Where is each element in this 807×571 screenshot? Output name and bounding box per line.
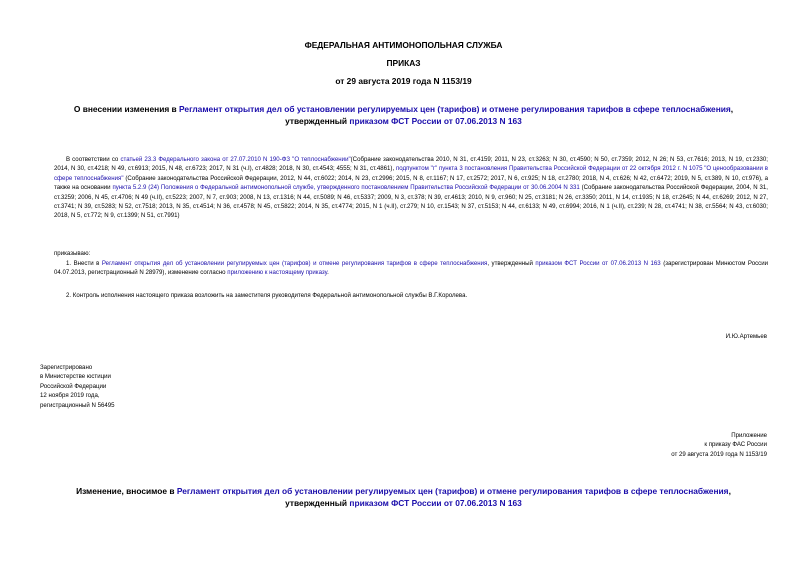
- registration-line: 12 ноября 2019 года,: [40, 392, 100, 400]
- item1-text-3: (зарегистрирован Минюстом России 04.07.2013, регистрационный N 28979), изменение согласно: [54, 260, 768, 277]
- appendix-block: [671, 431, 767, 459]
- item-2-paragraph: 2. Контроль исполнения настоящего приказа возложить на заместителя руководителя Федеральной антимонопольной службы В.Г.Королева.: [66, 292, 468, 299]
- preamble-text-3: (Собрание законодательства Российской Федерации, 2012, N 44, ст.6022; 2014, N 23, ст.2996; 2015, N 8, ст.1167; N 17, ст.2572; 2017, N 6, ст.925; N 18, ст.2780; 2018, N 4, ст.626; N 42, ст.6472; 2019, N 5, ст.389, N 10, ст.976), а также на основании: [54, 174, 768, 192]
- appendix-title: [0, 485, 807, 509]
- title-line2-prefix: утвержденный: [285, 116, 350, 126]
- doc-type: ПРИКАЗ: [386, 58, 421, 68]
- registration-line: Российской Федерации: [40, 382, 107, 390]
- appendix-title-link-order[interactable]: приказом ФСТ России от 07.06.2013 N 163: [349, 498, 522, 508]
- preamble-text-1: В соответствии со: [66, 156, 121, 163]
- registration-line: регистрационный N 56495: [40, 401, 115, 409]
- registration-line: Зарегистрировано: [40, 364, 93, 371]
- appendix-title-line2-prefix: утвержденный: [285, 498, 350, 508]
- preamble-link-decree[interactable]: подпунктом "г" пункта 3 постановления Правительства Российской Федерации от 22 октября 2012 г. N 1075 "О ценообразовании в сфере теплоснабжения": [54, 165, 768, 182]
- doc-date-number: от 29 августа 2019 года N 1153/19: [335, 76, 472, 86]
- order-word: приказываю:: [54, 250, 91, 257]
- preamble-paragraph: [54, 155, 768, 221]
- preamble-text-4: (Собрание законодательства Российской Федерации, 2004, N 31, ст.3259; 2006, N 45, ст.4706; N 49 (ч.II), ст.5223; 2007, N 7, ст.903; 2008, N 13, ст.1316; N 44, ст.5089; N 46, ст.5337; 2009, N 3, ст.378; N 39, ст.4613; 2010, N 9, ст.960; N 25, ст.3181; N 26, ст.3350; 2011, N 14, ст.1935; N 18, ст.2645; N 44, ст.6269; 2012, N 27, ст.3741; N 39, ст.5283; N 52, ст.7518; 2013, N 35, ст.4514; N 36, ст.4578; N 45, ст.5822; 2014, N 35, ст.4774; 2015, N 1 (ч.II), ст.279; N 10, ст.1543; N 37, ст.5153; N 44, ст.6133; N 49, ст.6994; 2016, N 1 (ч.II), ст.239; N 28, ст.4741; N 38, ст.5564; N 43, ст.6030; 2018, N 5, ст.772; N 9, ст.1399; N 51, ст.7991): [54, 184, 768, 220]
- title-link-order[interactable]: приказом ФСТ России от 07.06.2013 N 163: [349, 116, 522, 126]
- appendix-line: от 29 августа 2019 года N 1153/19: [671, 450, 767, 458]
- item1-text-1: 1. Внести в: [66, 260, 102, 267]
- item1-link-appendix[interactable]: приложению к настоящему приказу: [227, 269, 328, 277]
- registration-line: в Министерстве юстиции: [40, 373, 111, 381]
- item-1-paragraph: [54, 259, 768, 278]
- appendix-line: к приказу ФАС России: [704, 441, 767, 449]
- signature: И.Ю.Артемьев: [725, 333, 767, 340]
- title-link-reglament[interactable]: Регламент открытия дел об установлении регулируемых цен (тарифов) и отмене регулирования тарифов в сфере теплоснабжения: [179, 104, 731, 114]
- preamble-text-2: (Собрание законодательства 2010, N 31, ст.4159; 2011, N 23, ст.3263; N 30, ст.4590; N 50, ст.7359; 2012, N 26; N 53, ст.7616; 2013, N 19, ст.2330; 2014, N 30, ст.4218; N 49, ст.6913; 2015, N 48, ст.6723; 2017, N 31 (ч.I), ст.4828; 2018, N 30, ст.4543; 4555; N 31, ст.4861),: [54, 156, 768, 173]
- document-title: [0, 103, 807, 127]
- preamble-link-law[interactable]: статьей 23.3 Федерального закона от 27.07.2010 N 190-ФЗ "О теплоснабжении": [120, 156, 351, 163]
- registration-block: [40, 363, 115, 410]
- agency-name: ФЕДЕРАЛЬНАЯ АНТИМОНОПОЛЬНАЯ СЛУЖБА: [304, 40, 503, 50]
- title-comma: ,: [730, 104, 734, 114]
- item1-text-2: , утвержденный: [487, 260, 536, 267]
- item1-link-order[interactable]: приказом ФСТ России от 07.06.2013 N 163: [535, 260, 661, 267]
- item1-text-4: .: [327, 269, 329, 277]
- appendix-title-link-reglament[interactable]: Регламент открытия дел об установлении регулируемых цен (тарифов) и отмене регулирования тарифов в сфере теплоснабжения: [176, 486, 729, 496]
- title-prefix: О внесении изменения в: [73, 104, 180, 114]
- appendix-title-comma: ,: [728, 486, 731, 496]
- preamble-link-regulation[interactable]: пункта 5.2.9 (24) Положения о Федеральной антимонопольной службе, утвержденного постановлением Правительства Российской Федерации от 30.06.2004 N 331: [112, 184, 580, 192]
- appendix-line: Приложение: [731, 432, 767, 439]
- appendix-title-prefix: Изменение, вносимое в: [76, 486, 177, 496]
- item1-link-reglament[interactable]: Регламент открытия дел об установлении регулируемых цен (тарифов) и отмене регулирования тарифов в сфере теплоснабжения: [101, 260, 488, 267]
